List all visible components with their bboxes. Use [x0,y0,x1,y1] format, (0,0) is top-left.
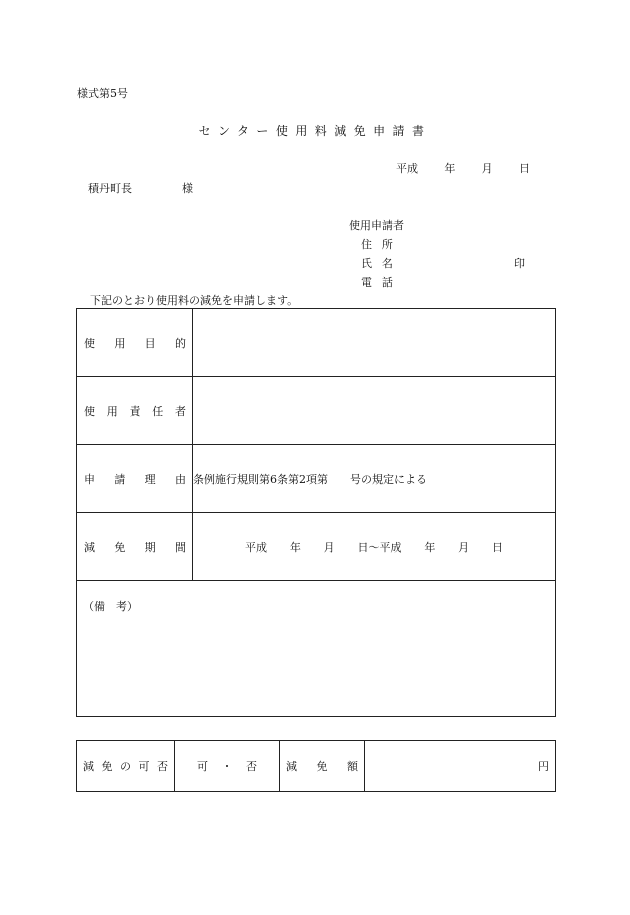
row-label [77,513,193,581]
yen-unit: 円 [538,760,549,773]
label-char: 額 [347,760,358,773]
period-from-day-to-era: 日～平成 [357,540,402,554]
amount-field[interactable] [365,741,556,792]
date-day: 日 [518,162,530,175]
row-label [77,445,193,513]
approve-option[interactable]: 可 [197,760,208,773]
application-date [396,160,530,176]
label-char: 使 [84,404,95,418]
period-label [84,539,186,555]
remarks-field[interactable] [77,581,556,717]
approval-table [76,740,556,792]
reason-field[interactable]: 条例施行規則第6条第2項第 号の規定による [193,445,556,513]
table-row [77,513,556,581]
table-row [77,445,556,513]
label-char: 可 [138,760,150,773]
amount-label [286,758,358,774]
period-to-month: 月 [458,540,470,554]
label-char: 免 [101,760,113,773]
label-char: 間 [174,540,186,554]
date-month: 月 [481,162,493,175]
period-from-year: 年 [289,540,301,554]
name-label: 氏名 [361,257,403,270]
honorific: 様 [182,182,193,195]
approval-label [83,758,168,774]
label-char: 減 [84,540,95,554]
label-char: 減 [83,760,94,773]
reason-label [84,471,186,487]
label-char: 使 [84,336,95,350]
address-label: 住所 [361,238,403,251]
approval-options [175,758,279,774]
table-row [77,309,556,377]
purpose-field[interactable] [193,309,556,377]
applicant-heading: 使用申請者 [349,219,404,232]
option-separator: ・ [221,760,233,773]
row-label [77,309,193,377]
label-char: 用 [106,404,118,418]
label-char: 免 [114,540,126,554]
table-row [77,741,556,792]
label-char: の [120,760,131,773]
period-field[interactable] [193,513,556,581]
approval-options-cell[interactable] [175,741,280,792]
label-char: 者 [175,404,186,418]
seal-mark: 印 [514,257,525,270]
label-char: 的 [174,336,186,350]
responsible-person-label [84,403,186,419]
label-char: 責 [129,404,141,418]
remarks-label: （備 考） [83,600,138,613]
label-char: 減 [286,760,297,773]
application-table [76,308,556,717]
label-char: 任 [152,404,164,418]
period-from-era: 平成 [245,540,267,554]
row-label [77,377,193,445]
table-row [77,377,556,445]
responsible-person-field[interactable] [193,377,556,445]
addressee: 積丹町長 [88,182,132,195]
deny-option[interactable]: 否 [246,760,257,773]
intro-text: 下記のとおり使用料の減免を申請します。 [90,294,299,307]
document-title: センター使用料減免申請書 [198,124,432,138]
period-from-month: 月 [323,540,335,554]
period-to-day: 日 [491,540,503,554]
label-char: 由 [174,472,186,486]
period-to-year: 年 [424,540,436,554]
date-year: 年 [444,162,456,175]
amount-label-cell [280,741,365,792]
label-char: 請 [114,472,126,486]
label-char: 否 [157,760,168,773]
phone-label: 電話 [361,276,403,289]
label-char: 目 [144,336,156,350]
purpose-label [84,335,186,351]
label-char: 理 [144,472,156,486]
form-number: 様式第5号 [77,87,128,100]
label-char: 用 [114,336,126,350]
label-char: 免 [316,760,328,773]
period-row [193,539,555,555]
approval-label-cell [77,741,175,792]
remarks-row [77,581,556,717]
label-char: 期 [144,540,156,554]
label-char: 申 [84,472,95,486]
date-era: 平成 [396,162,418,175]
